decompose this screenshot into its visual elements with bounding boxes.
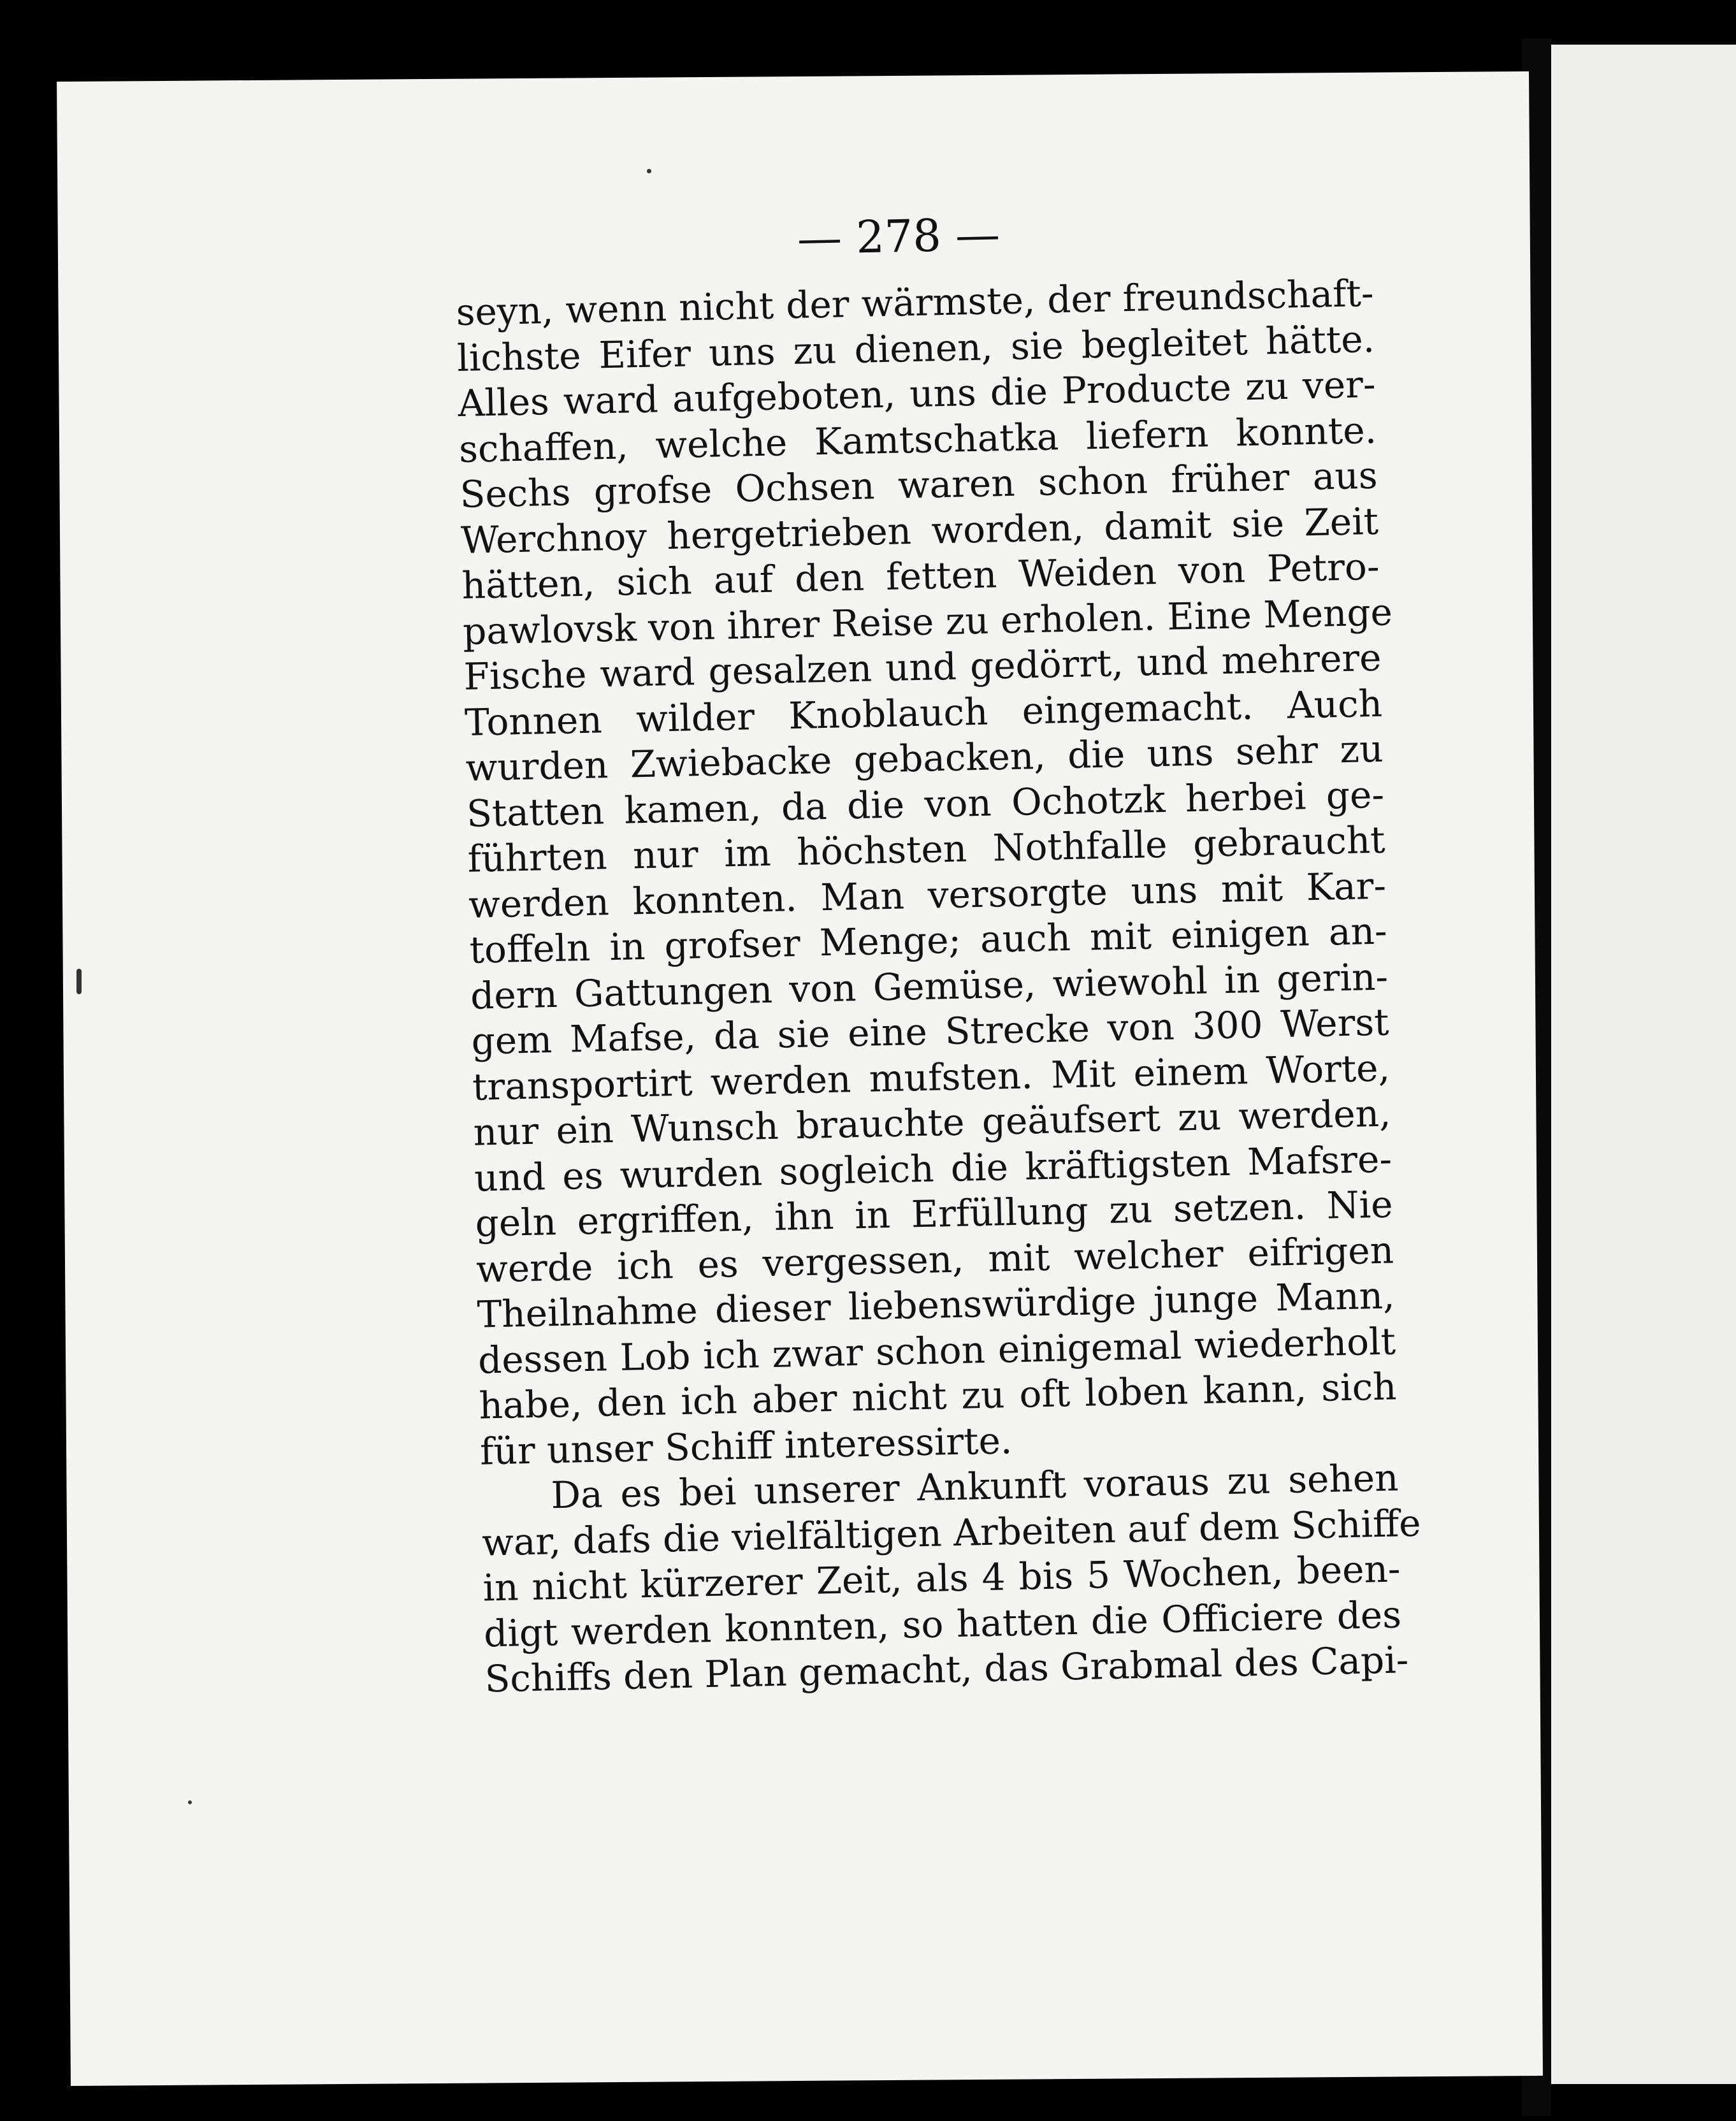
text-line: Theilnahme dieser liebenswürdige junge Mann,	[476, 1273, 1396, 1336]
text-line: habe, den ich aber nicht zu oft loben kann, sich	[478, 1365, 1398, 1428]
text-line: transportirt werden mufsten. Mit einem Worte,	[472, 1046, 1391, 1109]
text-line: für unser Schiff interessirte.	[479, 1418, 1013, 1473]
text-line: Statten kamen, da die von Ochotzk herbei ge-	[466, 772, 1385, 836]
text-line: lichste Eifer uns zu dienen, sie begleitet hätte.	[456, 317, 1375, 380]
text-line: Fische ward gesalzen und gedörrt, und mehrere	[463, 635, 1382, 699]
text-line: hätten, sich auf den fetten Weiden von Petro-	[461, 544, 1380, 607]
text-line: werden konnten. Man versorgte uns mit Kar-	[468, 864, 1387, 927]
text-line: Alles ward aufgeboten, uns die Producte zu ver-	[458, 362, 1377, 425]
text-line: toffeln in grofser Menge; auch mit einigen an-	[468, 909, 1388, 972]
text-line: Schiffs den Plan gemacht, das Grabmal des Capi-	[484, 1638, 1409, 1701]
page-number: — 278 —	[797, 208, 1001, 265]
paper-speck	[188, 1800, 192, 1804]
text-line: Tonnen wilder Knoblauch eingemacht. Auch	[464, 681, 1383, 744]
text-line: dessen Lob ich zwar schon einigemal wiederholt	[477, 1319, 1396, 1382]
text-line: gem Mafse, da sie eine Strecke von 300 Werst	[470, 1000, 1390, 1063]
text-line: und es wurden sogleich die kräftigsten Mafsre-	[474, 1137, 1392, 1200]
text-line: pawlovsk von ihrer Reise zu erholen. Eine Menge	[462, 590, 1393, 653]
text-line: digt werden konnten, so hatten die Officiere des	[483, 1592, 1402, 1656]
text-line: dern Gattungen von Gemüse, wiewohl in gerin-	[470, 955, 1389, 1018]
text-line: führten nur im höchsten Nothfalle gebraucht	[467, 818, 1386, 881]
body-text	[456, 271, 1422, 1702]
text-line: geln ergriffen, ihn in Erfüllung zu setzen. Nie	[474, 1182, 1394, 1245]
text-line: Da es bei unserer Ankunft voraus zu sehen	[550, 1456, 1400, 1517]
text-line: Werchnoy hergetrieben worden, damit sie Zeit	[460, 499, 1379, 562]
text-line: schaffen, welche Kamtschatka liefern konnte.	[458, 408, 1377, 471]
text-line: Sechs grofse Ochsen waren schon früher aus	[459, 453, 1378, 516]
text-line: wurden Zwiebacke gebacken, die uns sehr zu	[465, 727, 1384, 790]
text-line: in nicht kürzerer Zeit, als 4 bis 5 Wochen, been-	[482, 1547, 1401, 1610]
facing-page-edge	[1549, 45, 1736, 2084]
text-line: nur ein Wunsch brauchte geäufsert zu werden,	[472, 1091, 1392, 1154]
text-line: seyn, wenn nicht der wärmste, der freundschaft-	[456, 271, 1375, 334]
text-line: werde ich es vergessen, mit welcher eifrigen	[475, 1228, 1394, 1291]
paper-speck	[647, 169, 651, 173]
text-line: war, dafs die vielfältigen Arbeiten auf dem Schiffe	[481, 1501, 1422, 1565]
paper-speck	[76, 969, 82, 994]
